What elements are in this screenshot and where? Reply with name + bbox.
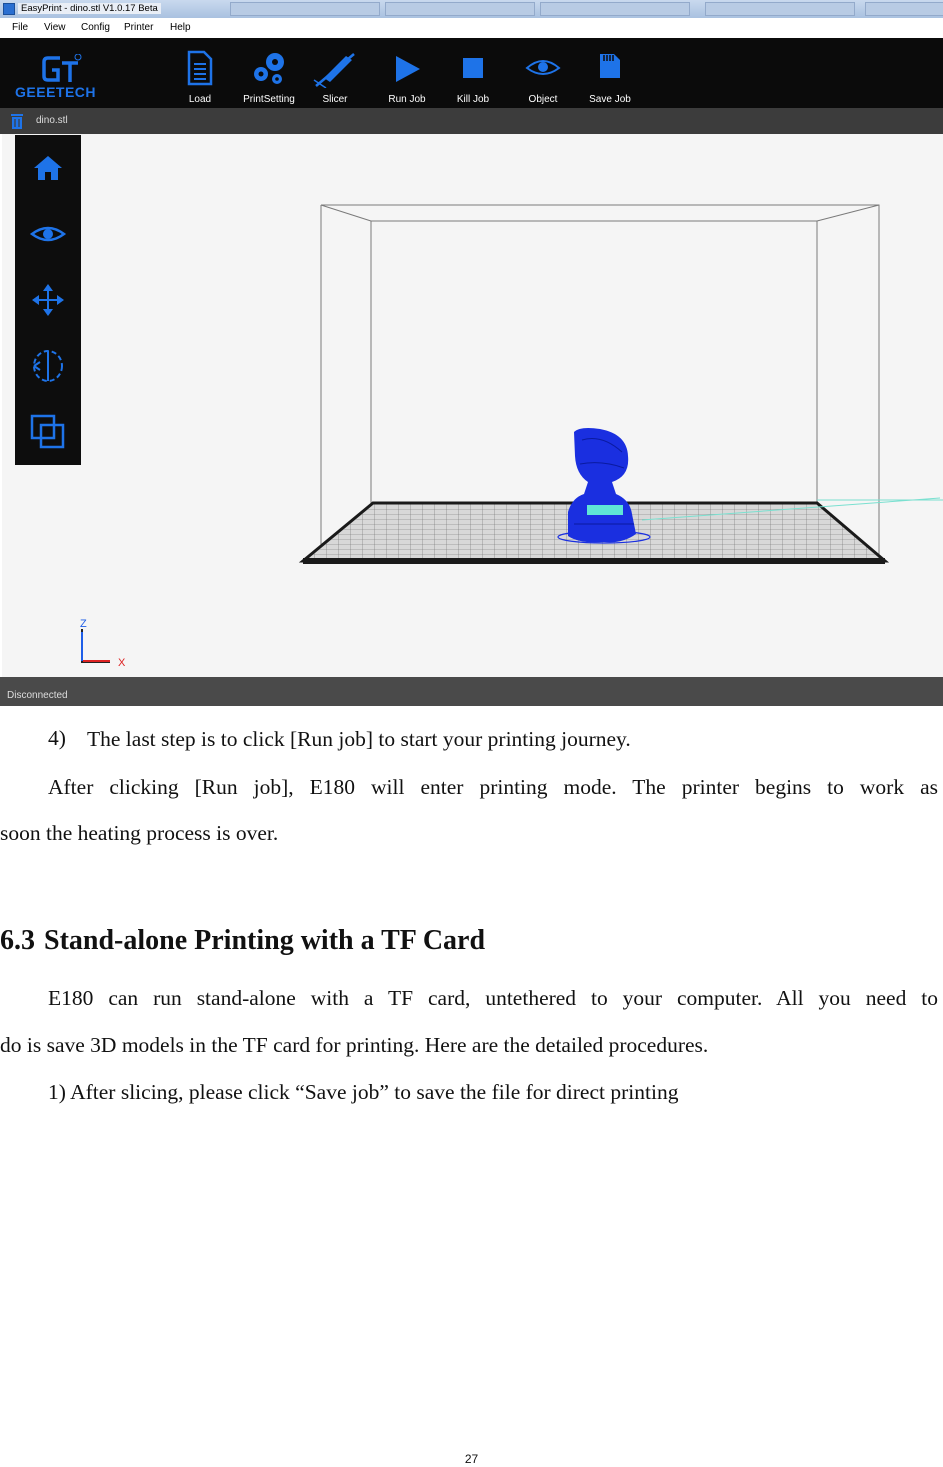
window-title: EasyPrint - dino.stl V1.0.17 Beta bbox=[18, 3, 161, 14]
play-icon bbox=[392, 54, 422, 84]
browser-tab[interactable] bbox=[540, 2, 690, 16]
load-label: Load bbox=[188, 94, 212, 105]
run-job-label: Run Job bbox=[388, 94, 426, 105]
geeetech-logo bbox=[12, 46, 122, 102]
print-setting-label: PrintSetting bbox=[243, 94, 295, 105]
paragraph-1-line-2: soon the heating process is over. bbox=[0, 821, 279, 845]
kill-job-button[interactable] bbox=[450, 38, 496, 108]
kill-job-label: Kill Job bbox=[456, 94, 490, 105]
brand-name: GEEETECH bbox=[15, 84, 97, 100]
section-number: 6.3 bbox=[0, 925, 35, 956]
step-4-text: The last step is to click [Run job] to start your printing journey. bbox=[87, 727, 631, 751]
save-job-label: Save Job bbox=[589, 94, 631, 105]
browser-tabs bbox=[175, 2, 943, 16]
browser-tab[interactable] bbox=[705, 2, 855, 16]
toolbar bbox=[0, 38, 943, 108]
sd-card-icon bbox=[598, 52, 622, 80]
paragraph-2-line-2: do is save 3D models in the TF card for printing. Here are the detailed procedures. bbox=[0, 1033, 709, 1057]
slicer-label: Slicer bbox=[322, 94, 348, 105]
menu-printer[interactable]: Printer bbox=[124, 22, 154, 33]
app-icon bbox=[3, 3, 15, 15]
logo-mark-icon bbox=[42, 54, 82, 84]
document-icon bbox=[187, 50, 213, 86]
menu-help[interactable]: Help bbox=[170, 22, 191, 33]
step-1-text: 1) After slicing, please click “Save job” to save the file for direct printing bbox=[48, 1080, 679, 1104]
menu-config[interactable]: Config bbox=[81, 22, 110, 33]
3d-viewport[interactable] bbox=[2, 134, 943, 677]
browser-tab[interactable] bbox=[385, 2, 535, 16]
save-job-button[interactable] bbox=[584, 38, 636, 108]
menu-bar bbox=[0, 18, 943, 39]
eye-icon bbox=[525, 56, 561, 80]
x-axis-label: X bbox=[118, 657, 126, 669]
build-volume bbox=[2, 134, 943, 677]
load-button[interactable] bbox=[180, 38, 220, 108]
stop-icon bbox=[462, 57, 484, 79]
section-title: Stand-alone Printing with a TF Card bbox=[44, 925, 486, 956]
status-bar bbox=[0, 677, 943, 706]
browser-tab[interactable] bbox=[230, 2, 380, 16]
app-screenshot bbox=[0, 0, 943, 706]
title-bar bbox=[0, 0, 943, 18]
paragraph-2-line-1: E180 can run stand-alone with a TF card, untethered to your computer. All you need to bbox=[48, 986, 938, 1010]
object-label: Object bbox=[528, 94, 558, 105]
print-setting-button[interactable] bbox=[238, 38, 300, 108]
file-name[interactable]: dino.stl bbox=[36, 115, 68, 126]
axis-indicator bbox=[80, 618, 126, 669]
connection-status: Disconnected bbox=[7, 690, 68, 701]
menu-file[interactable]: File bbox=[12, 22, 29, 33]
page-number: 27 bbox=[464, 1452, 479, 1466]
object-button[interactable] bbox=[522, 38, 564, 108]
slicer-icon bbox=[312, 50, 358, 88]
menu-view[interactable]: View bbox=[44, 22, 66, 33]
run-job-button[interactable] bbox=[382, 38, 432, 108]
file-bar bbox=[0, 108, 943, 134]
step-4-number: 4) bbox=[48, 726, 66, 750]
trash-icon[interactable] bbox=[10, 112, 24, 130]
gears-icon bbox=[247, 50, 291, 86]
browser-tab[interactable] bbox=[865, 2, 943, 16]
paragraph-1-line-1: After clicking [Run job], E180 will enter printing mode. The printer begins to work as bbox=[48, 775, 938, 799]
section-heading bbox=[0, 925, 485, 957]
slicer-button[interactable] bbox=[310, 38, 360, 108]
z-axis-label: Z bbox=[80, 618, 87, 630]
